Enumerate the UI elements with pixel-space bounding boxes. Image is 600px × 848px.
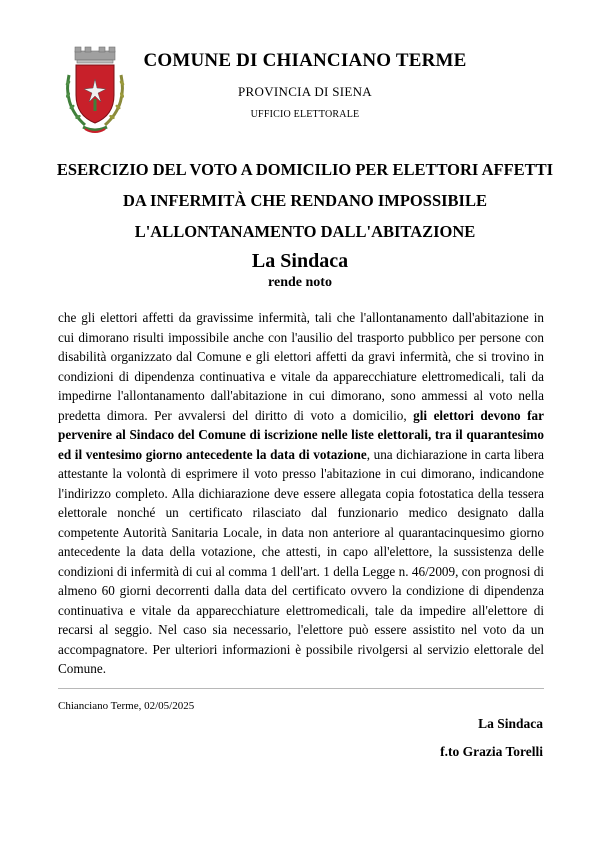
header-block [140,50,470,120]
footer-divider [58,688,544,689]
notice-title [40,156,570,245]
notice-body [58,308,544,679]
signer-title: La Sindaca [478,716,543,731]
title-line-1: ESERCIZIO DEL VOTO A DOMICILIO PER ELETTORI AFFETTI [56,160,554,179]
title-line-3: L'ALLONTANAMENTO DALL'ABITAZIONE [134,222,476,241]
title-line-2: DA INFERMITÀ CHE RENDANO IMPOSSIBILE [123,191,487,210]
issuer-heading: La Sindaca [251,250,349,272]
municipal-coat-of-arms-icon [63,45,127,137]
body-text-part-1: che gli elettori affetti da gravissime infermità, tali che l'allontanamento dall'abitazione in cui dimorano risulti impossibile anche con l'ausilio del trasporto pubblico per persone con disabilità organizzato dal Comune e gli elettori affetti da gravi infermità, che si trovino in condizioni di dipendenza continuativa e vitale da apparecchiature elettromedicali, tali da impedirne l'allontanamento dall'abitazione in cui dimorano, sono ammessi al voto nella predetta dimora. Per avvalersi del diritto di voto a domicilio, [58,310,544,423]
body-paragraph [58,308,544,679]
place-date: Chianciano Terme, 02/05/2025 [58,700,195,712]
office-name: UFFICIO ELETTORALE [250,109,360,120]
rende-noto-subheading: rende noto [268,275,332,290]
province-name: PROVINCIA DI SIENA [238,84,372,99]
signer-name: f.to Grazia Torelli [440,744,543,759]
body-text-part-2: , una dichiarazione in carta libera attestante la volontà di esprimere il voto presso l'abitazione in cui dimorano, indicandone l'indirizzo completo. Alla dichiarazione deve essere allegata copia fotostatica della tessera elettorale nonché un certificato rilasciato dal funzionario medico designato dalla competente Autorità Sanitaria Locale, in data non anteriore al quarantacinquesimo giorno antecedente la data della votazione, che attesti, in capo all'elettore, la sussistenza delle condizioni di infermità di cui al comma 1 dell'art. 1 della Legge n. 46/2009, con prognosi di almeno 60 giorni decorrenti dalla data del certificato ovvero la condizione di dipendenza continuativa e vitale da apparecchiature elettromedicali, tale da impedire all'elettore di recarsi al seggio. Nel caso sia necessario, l'elettore può essere assistito nel voto da un accompagnatore. Per ulteriori informazioni è possibile rivolgersi al servizio elettorale del Comune. [58,446,544,676]
crown-icon [75,47,115,63]
body-text-bold: gli elettori devono far pervenire al Sindaco del Comune di iscrizione nelle liste elettorali, tra il quarantesimo ed il ventesimo giorno antecedente la data di votazione [58,407,544,462]
comune-name: COMUNE DI CHIANCIANO TERME [143,50,467,71]
